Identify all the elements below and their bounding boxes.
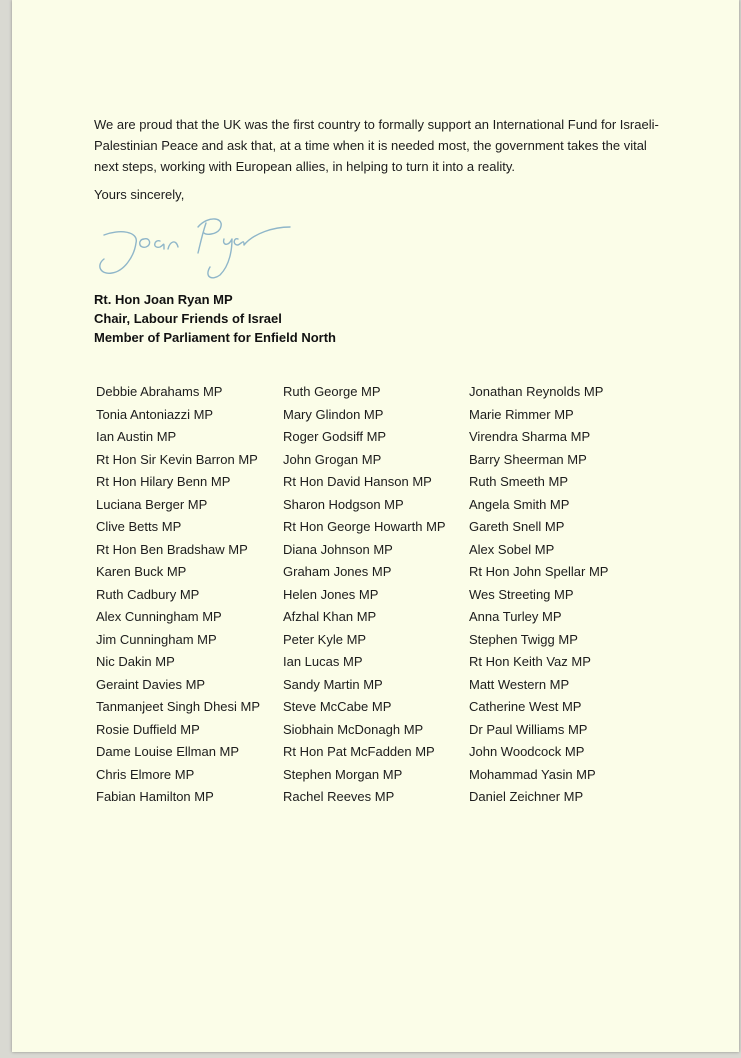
mp-name: Fabian Hamilton MP <box>96 789 214 804</box>
letter-paragraph: We are proud that the UK was the first country to formally support an International Fund for Israeli-Palestinian Peace and ask that, at a time when it is needed most, the government takes the vital next steps, working with European allies, in helping to turn it into a reality. <box>94 117 659 174</box>
mp-name: Dr Paul Williams MP <box>469 721 588 737</box>
mp-name: Matt Western MP <box>469 676 570 692</box>
cosignatory-column-1 <box>96 381 260 809</box>
mp-name: Gareth Snell MP <box>469 519 565 534</box>
mp-name: Siobhain McDonagh MP <box>283 721 424 737</box>
mp-name: Clive Betts MP <box>96 519 182 534</box>
mp-name: Mary Glindon MP <box>283 406 384 422</box>
mp-name: Jonathan Reynolds MP <box>469 384 604 399</box>
signatory-block <box>94 290 336 347</box>
mp-name: Sharon Hodgson MP <box>283 496 404 512</box>
mp-name: Wes Streeting MP <box>469 586 574 602</box>
mp-name: Rt Hon Pat McFadden MP <box>283 744 435 759</box>
mp-name: Graham Jones MP <box>283 564 392 579</box>
letter-page <box>12 0 739 1052</box>
mp-name: Helen Jones MP <box>283 586 379 602</box>
mp-name: Nic Dakin MP <box>96 654 175 669</box>
mp-name: Diana Johnson MP <box>283 541 393 557</box>
mp-name: Debbie Abrahams MP <box>96 384 223 399</box>
signatory-name: Rt. Hon Joan Ryan MP <box>94 292 233 307</box>
mp-name: Rt Hon John Spellar MP <box>469 564 609 579</box>
mp-name: Tanmanjeet Singh Dhesi MP <box>96 699 261 714</box>
mp-name: Mohammad Yasin MP <box>469 766 596 782</box>
mp-name: Angela Smith MP <box>469 496 570 512</box>
mp-name: Alex Cunningham MP <box>96 609 222 624</box>
signatory-constituency: Member of Parliament for Enfield North <box>94 330 336 345</box>
mp-name: Karen Buck MP <box>96 564 187 579</box>
mp-name: Rt Hon David Hanson MP <box>283 474 432 489</box>
mp-name: Ruth George MP <box>283 384 381 399</box>
mp-name: Rosie Duffield MP <box>96 721 200 737</box>
mp-name: Chris Elmore MP <box>96 766 195 782</box>
mp-name: Afzhal Khan MP <box>283 609 377 624</box>
mp-name: Ruth Cadbury MP <box>96 586 200 602</box>
mp-name: John Grogan MP <box>283 451 382 467</box>
mp-name: Geraint Davies MP <box>96 676 206 692</box>
mp-name: John Woodcock MP <box>469 744 585 759</box>
mp-name: Tonia Antoniazzi MP <box>96 406 214 422</box>
mp-name: Rt Hon Ben Bradshaw MP <box>96 541 248 557</box>
mp-name: Peter Kyle MP <box>283 631 367 647</box>
mp-name: Ruth Smeeth MP <box>469 474 568 489</box>
mp-name: Rt Hon George Howarth MP <box>283 519 446 534</box>
mp-name: Daniel Zeichner MP <box>469 789 584 804</box>
mp-name: Barry Sheerman MP <box>469 451 587 467</box>
mp-name: Virendra Sharma MP <box>469 429 591 444</box>
mp-name: Sandy Martin MP <box>283 676 383 692</box>
mp-name: Ian Austin MP <box>96 429 177 444</box>
cosignatory-column-3 <box>469 381 608 809</box>
letter-closing: Yours sincerely, <box>94 187 185 202</box>
mp-name: Luciana Berger MP <box>96 496 208 512</box>
mp-name: Stephen Twigg MP <box>469 631 578 647</box>
mp-name: Dame Louise Ellman MP <box>96 744 240 759</box>
mp-name: Rt Hon Keith Vaz MP <box>469 654 591 669</box>
mp-name: Jim Cunningham MP <box>96 631 217 647</box>
mp-name: Roger Godsiff MP <box>283 429 387 444</box>
cosignatory-column-2 <box>283 381 446 809</box>
mp-name: Rachel Reeves MP <box>283 789 395 804</box>
mp-name: Steve McCabe MP <box>283 699 392 714</box>
mp-name: Alex Sobel MP <box>469 541 555 557</box>
mp-name: Stephen Morgan MP <box>283 766 403 782</box>
signatory-role: Chair, Labour Friends of Israel <box>94 311 282 326</box>
mp-name: Ian Lucas MP <box>283 654 363 669</box>
mp-name: Rt Hon Sir Kevin Barron MP <box>96 451 258 467</box>
mp-name: Catherine West MP <box>469 699 582 714</box>
mp-name: Marie Rimmer MP <box>469 406 574 422</box>
mp-name: Rt Hon Hilary Benn MP <box>96 474 231 489</box>
mp-name: Anna Turley MP <box>469 609 562 624</box>
handwritten-signature <box>94 205 304 285</box>
